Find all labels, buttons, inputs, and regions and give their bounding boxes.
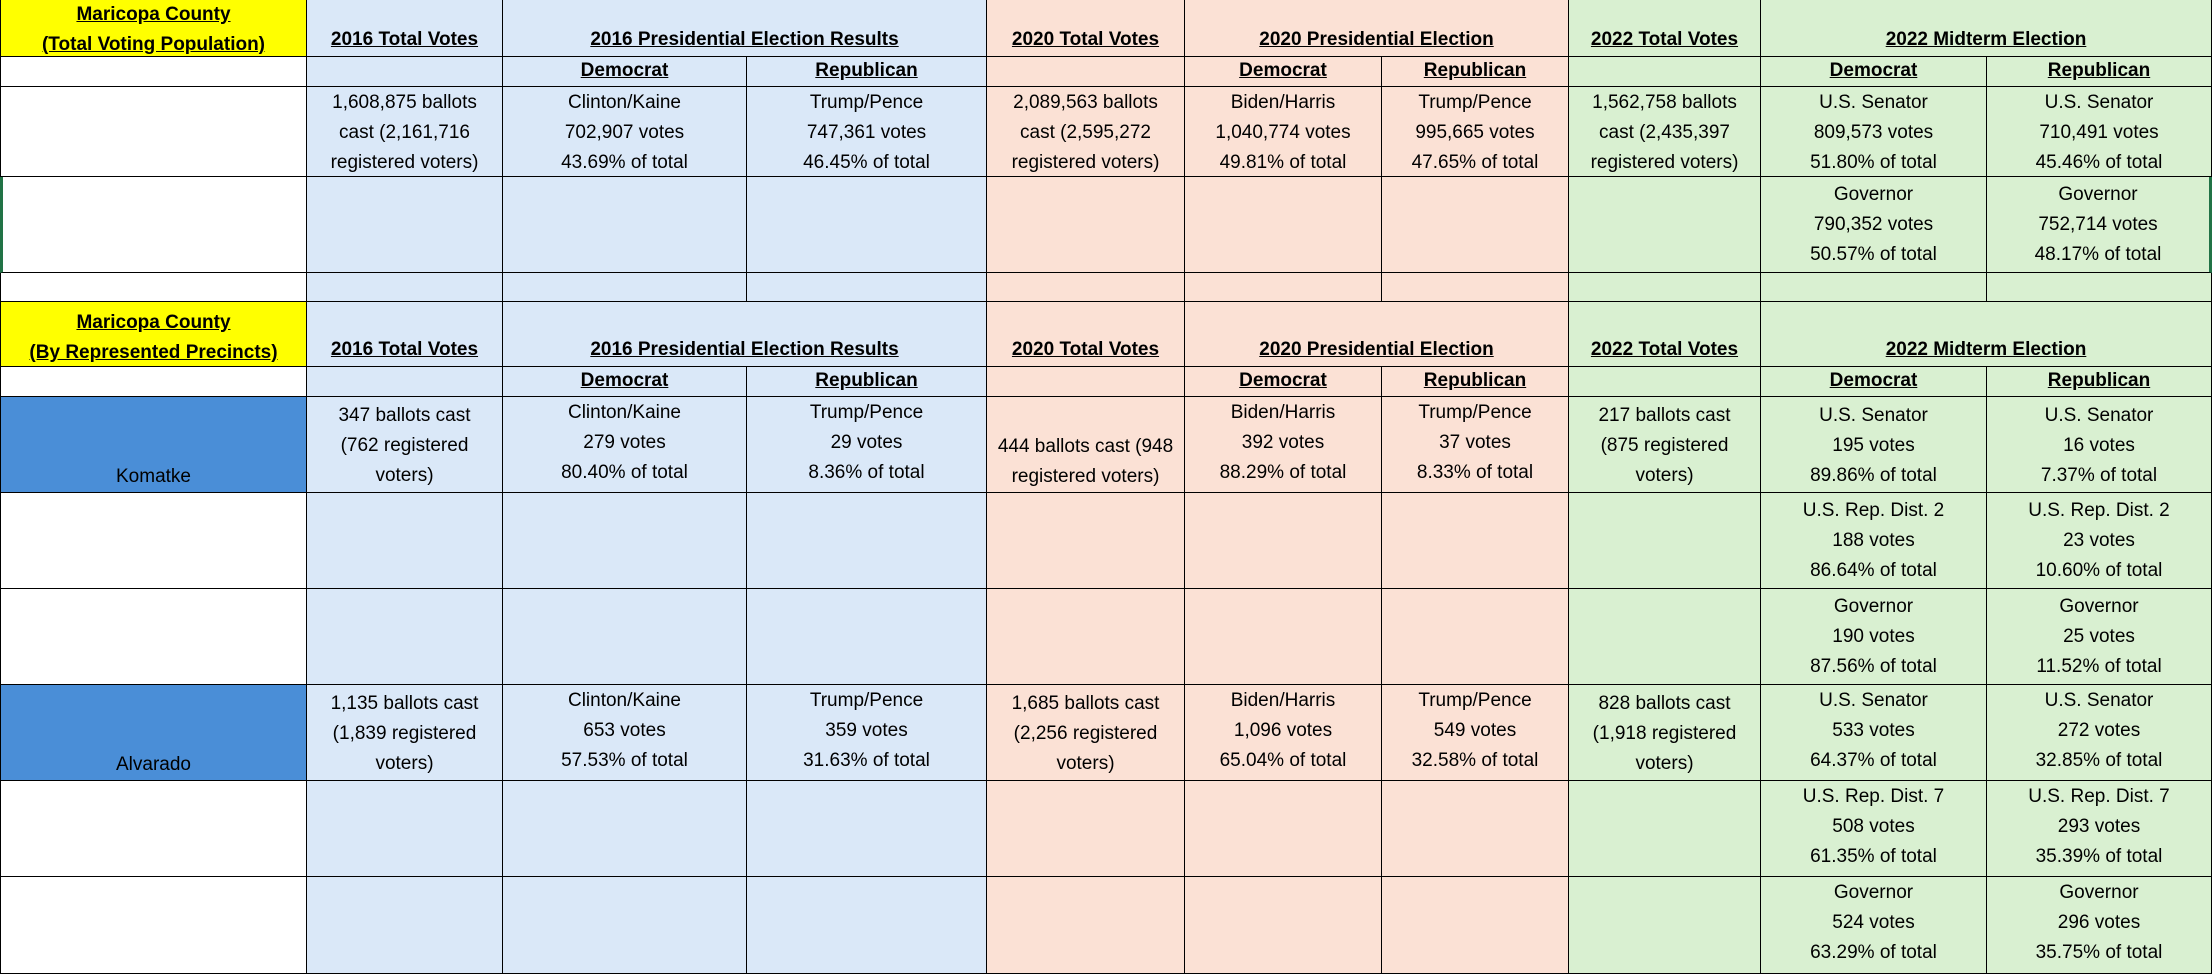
cell-line: voters) [375, 465, 434, 486]
republican-result-2016[interactable] [747, 87, 987, 177]
cell[interactable] [307, 367, 503, 397]
total-votes-2016[interactable] [307, 87, 503, 177]
cell-line: Biden/Harris [1230, 690, 1336, 711]
cell[interactable] [0, 367, 307, 397]
cell[interactable] [1761, 273, 1987, 302]
cell[interactable] [307, 877, 503, 974]
cell-line: 747,361 votes [806, 122, 927, 143]
cell[interactable] [747, 877, 987, 974]
cell-line: 1,562,758 ballots [1592, 92, 1737, 113]
subheader-label: Democrat [1829, 370, 1918, 391]
cell-line: 710,491 votes [2039, 122, 2159, 143]
republican-result-2020[interactable] [1382, 397, 1569, 493]
cell-line: (2,256 registered [1013, 723, 1158, 744]
cell-line: Trump/Pence [1418, 690, 1532, 711]
cell-line: registered voters) [1011, 466, 1160, 487]
cell[interactable] [1185, 589, 1382, 685]
cell-line: Governor [1833, 882, 1914, 903]
cell-line: Clinton/Kaine [567, 402, 682, 423]
cell-line: 86.64% of total [1810, 560, 1937, 581]
subheader-label: Republican [2047, 370, 2151, 391]
precinct-name-komatke[interactable] [0, 397, 307, 493]
total-votes-2022[interactable] [1569, 397, 1761, 493]
header-2016-results[interactable] [503, 0, 987, 57]
cell-line: (762 registered [340, 435, 469, 456]
subheader-label: Republican [1423, 60, 1527, 81]
cell[interactable] [1569, 877, 1761, 974]
header-2022-results[interactable] [1761, 0, 2212, 57]
republican-governor-2022[interactable] [1987, 177, 2212, 273]
cell[interactable] [987, 493, 1185, 589]
cell-line: 2,089,563 ballots [1013, 92, 1158, 113]
cell-line: 64.37% of total [1810, 750, 1937, 771]
cell-line: 61.35% of total [1810, 846, 1937, 867]
subheader-label: Democrat [1239, 60, 1327, 81]
cell[interactable] [503, 589, 747, 685]
cell-line: Governor [1833, 596, 1914, 617]
cell-line: 190 votes [1832, 626, 1915, 647]
subheader-democrat-2022[interactable] [1761, 367, 1987, 397]
cell-line: 347 ballots cast [338, 405, 471, 426]
cell-line: 32.85% of total [2035, 750, 2163, 771]
cell-line: voters) [375, 753, 434, 774]
precinct-label: Komatke [116, 466, 191, 487]
cell[interactable] [503, 877, 747, 974]
cell-line: voters) [1635, 465, 1694, 486]
cell[interactable] [0, 589, 307, 685]
cell-line: 217 ballots cast [1598, 405, 1731, 426]
section-title-precincts[interactable] [0, 302, 307, 367]
header-2022-total[interactable] [1569, 302, 1761, 367]
cell-line: Trump/Pence [809, 690, 924, 711]
cell[interactable] [307, 589, 503, 685]
cell-line: 11.52% of total [2036, 656, 2162, 677]
cell[interactable] [1987, 273, 2212, 302]
cell[interactable] [1382, 273, 1569, 302]
cell-line: 50.57% of total [1810, 244, 1937, 265]
cell-line: 29 votes [830, 432, 903, 453]
header-label: 2020 Presidential Election [1259, 339, 1494, 360]
cell-line: 188 votes [1832, 530, 1915, 551]
title-line: Maricopa County [76, 312, 231, 333]
cell-line: 1,685 ballots cast [1011, 693, 1160, 714]
subheader-label: Republican [815, 370, 918, 391]
cell-line: 47.65% of total [1411, 152, 1539, 173]
header-label: 2022 Total Votes [1590, 339, 1739, 360]
cell-line: 195 votes [1832, 435, 1915, 456]
cell[interactable] [503, 273, 747, 302]
cell-line: 16 votes [2063, 435, 2135, 456]
cell-line: Biden/Harris [1230, 92, 1336, 113]
cell[interactable] [747, 177, 987, 273]
cell-line: 48.17% of total [2034, 244, 2162, 265]
total-votes-2020[interactable] [987, 397, 1185, 493]
cell-line: (875 registered [1600, 435, 1729, 456]
cell-line: 43.69% of total [561, 152, 688, 173]
cell-line: 549 votes [1433, 720, 1517, 741]
democrat-result-2016[interactable] [503, 87, 747, 177]
cell-line: Trump/Pence [809, 402, 924, 423]
header-2022-results[interactable] [1761, 302, 2212, 367]
title-line: (Total Voting Population) [41, 34, 266, 55]
cell[interactable] [987, 273, 1185, 302]
republican-result-2022[interactable] [1987, 87, 2212, 177]
cell-line: 653 votes [583, 720, 666, 741]
cell-line: 444 ballots cast (948 [997, 436, 1174, 457]
cell-line: U.S. Rep. Dist. 7 [2028, 786, 2170, 807]
cell[interactable] [1569, 781, 1761, 877]
cell-line: Governor [2059, 882, 2139, 903]
cell-line: 49.81% of total [1219, 152, 1347, 173]
cell-line: Clinton/Kaine [567, 690, 682, 711]
cell-line: 272 votes [2057, 720, 2141, 741]
cell-line: 293 votes [2057, 816, 2141, 837]
cell[interactable] [1569, 589, 1761, 685]
republican-result-2016[interactable] [747, 397, 987, 493]
cell[interactable] [0, 57, 307, 87]
subheader-republican-2022[interactable] [1987, 367, 2212, 397]
total-votes-2022[interactable] [1569, 685, 1761, 781]
cell[interactable] [1185, 273, 1382, 302]
cell[interactable] [747, 589, 987, 685]
republican-result-2020[interactable] [1382, 87, 1569, 177]
cell[interactable] [0, 781, 307, 877]
cell[interactable] [987, 781, 1185, 877]
cell-line: U.S. Rep. Dist. 7 [1802, 786, 1945, 807]
democrat-senator-2022[interactable] [1761, 397, 1987, 493]
republican-senator-2022[interactable] [1987, 685, 2212, 781]
subheader-republican-2020[interactable] [1382, 367, 1569, 397]
cell[interactable] [1382, 177, 1569, 273]
cell-line: U.S. Senator [1819, 92, 1928, 113]
cell-line: U.S. Senator [2044, 92, 2154, 113]
header-label: 2022 Total Votes [1590, 29, 1739, 50]
cell-line: 51.80% of total [1810, 152, 1937, 173]
cell-line: (1,839 registered [332, 723, 477, 744]
democrat-rep-district-2022[interactable] [1761, 781, 1987, 877]
cell[interactable] [747, 781, 987, 877]
cell[interactable] [307, 273, 503, 302]
subheader-democrat-2016[interactable] [503, 57, 747, 87]
subheader-republican-2016[interactable] [747, 367, 987, 397]
cell-line: 63.29% of total [1810, 942, 1937, 963]
cell[interactable] [503, 493, 747, 589]
cell-line: 65.04% of total [1219, 750, 1347, 771]
cell-line: 87.56% of total [1810, 656, 1937, 677]
subheader-republican-2020[interactable] [1382, 57, 1569, 87]
cell-line: 8.33% of total [1416, 462, 1534, 483]
cell-line: Trump/Pence [809, 92, 924, 113]
cell-line: 25 votes [2063, 626, 2135, 647]
cell-line: Clinton/Kaine [567, 92, 682, 113]
cell-line: 8.36% of total [808, 462, 925, 483]
cell-line: U.S. Senator [2044, 405, 2154, 426]
cell[interactable] [307, 493, 503, 589]
cell[interactable] [987, 877, 1185, 974]
democrat-result-2020[interactable] [1185, 685, 1382, 781]
cell-line: voters) [1056, 753, 1115, 774]
title-line: Maricopa County [76, 4, 231, 25]
total-votes-2016[interactable] [307, 397, 503, 493]
header-label: 2020 Total Votes [1011, 339, 1160, 360]
cell-line: U.S. Rep. Dist. 2 [1802, 500, 1945, 521]
cell-line: 508 votes [1832, 816, 1915, 837]
header-2016-total[interactable] [307, 302, 503, 367]
democrat-governor-2022[interactable] [1761, 177, 1987, 273]
cell[interactable] [1569, 493, 1761, 589]
cell-line: 1,096 votes [1233, 720, 1333, 741]
cell-line: U.S. Rep. Dist. 2 [2028, 500, 2170, 521]
subheader-democrat-2020[interactable] [1185, 57, 1382, 87]
cell-line: 10.60% of total [2035, 560, 2163, 581]
cell-line: 37 votes [1439, 432, 1511, 453]
total-votes-2020[interactable] [987, 87, 1185, 177]
republican-rep-district-2022[interactable] [1987, 493, 2212, 589]
democrat-result-2020[interactable] [1185, 87, 1382, 177]
cell[interactable] [0, 177, 307, 273]
cell[interactable] [0, 87, 307, 177]
cell-line: U.S. Senator [1819, 690, 1928, 711]
cell-line: 88.29% of total [1219, 462, 1347, 483]
cell[interactable] [503, 781, 747, 877]
subheader-label: Republican [2047, 60, 2151, 81]
cell-line: 32.58% of total [1411, 750, 1539, 771]
cell-line: Governor [1833, 184, 1914, 205]
title-line: (By Represented Precincts) [29, 342, 278, 363]
cell-line: 35.39% of total [2035, 846, 2163, 867]
cell[interactable] [1569, 367, 1761, 397]
cell-line: Governor [2059, 596, 2139, 617]
subheader-label: Democrat [580, 370, 669, 391]
cell-line: cast (2,435,397 [1599, 122, 1730, 143]
republican-result-2016[interactable] [747, 685, 987, 781]
cell-line: 1,608,875 ballots [332, 92, 477, 113]
header-2016-results[interactable] [503, 302, 987, 367]
cell[interactable] [503, 177, 747, 273]
cell[interactable] [307, 781, 503, 877]
cell[interactable] [1185, 877, 1382, 974]
subheader-republican-2016[interactable] [747, 57, 987, 87]
subheader-label: Democrat [1829, 60, 1918, 81]
header-label: 2022 Midterm Election [1885, 29, 2087, 50]
cell-line: Governor [2058, 184, 2138, 205]
democrat-result-2020[interactable] [1185, 397, 1382, 493]
header-2020-total[interactable] [987, 302, 1185, 367]
cell-line: U.S. Senator [1819, 405, 1928, 426]
cell-line: 1,040,774 votes [1215, 122, 1351, 143]
total-votes-2020[interactable] [987, 685, 1185, 781]
precinct-name-alvarado[interactable] [0, 685, 307, 781]
subheader-democrat-2016[interactable] [503, 367, 747, 397]
cell-line: Biden/Harris [1230, 402, 1336, 423]
cell-line: registered voters) [1011, 152, 1160, 173]
cell[interactable] [307, 177, 503, 273]
cell-line: 702,907 votes [564, 122, 685, 143]
cell-line: 752,714 votes [2038, 214, 2158, 235]
cell[interactable] [1382, 877, 1569, 974]
cell-line: 790,352 votes [1813, 214, 1934, 235]
cell-line: Trump/Pence [1418, 402, 1532, 423]
cell-line: 46.45% of total [803, 152, 930, 173]
cell-line: 23 votes [2063, 530, 2135, 551]
cell-line: cast (2,595,272 [1020, 122, 1151, 143]
democrat-rep-district-2022[interactable] [1761, 493, 1987, 589]
cell[interactable] [1382, 493, 1569, 589]
precinct-label: Alvarado [116, 754, 191, 775]
subheader-republican-2022[interactable] [1987, 57, 2212, 87]
header-2020-results[interactable] [1185, 0, 1569, 57]
cell[interactable] [987, 589, 1185, 685]
header-2016-total[interactable] [307, 0, 503, 57]
cell-line: 524 votes [1832, 912, 1915, 933]
total-votes-2022[interactable] [1569, 87, 1761, 177]
subheader-label: Democrat [1239, 370, 1327, 391]
cell-line: 359 votes [825, 720, 908, 741]
cell[interactable] [0, 493, 307, 589]
democrat-result-2016[interactable] [503, 397, 747, 493]
cell-line: 1,135 ballots cast [330, 693, 479, 714]
republican-governor-2022[interactable] [1987, 877, 2212, 974]
cell-line: voters) [1635, 753, 1694, 774]
total-votes-2016[interactable] [307, 685, 503, 781]
republican-governor-2022[interactable] [1987, 589, 2212, 685]
cell[interactable] [1569, 273, 1761, 302]
cell[interactable] [987, 57, 1185, 87]
cell-line: U.S. Senator [2044, 690, 2154, 711]
cell-line: 392 votes [1241, 432, 1325, 453]
header-2022-total[interactable] [1569, 0, 1761, 57]
subheader-label: Republican [1423, 370, 1527, 391]
cell[interactable] [1185, 781, 1382, 877]
cell-line: 89.86% of total [1810, 465, 1937, 486]
header-2020-total[interactable] [987, 0, 1185, 57]
cell-line: 296 votes [2057, 912, 2141, 933]
cell-line: cast (2,161,716 [339, 122, 470, 143]
democrat-senator-2022[interactable] [1761, 685, 1987, 781]
cell-line: Trump/Pence [1418, 92, 1532, 113]
democrat-result-2016[interactable] [503, 685, 747, 781]
cell-line: 7.37% of total [2040, 465, 2158, 486]
democrat-result-2022[interactable] [1761, 87, 1987, 177]
cell[interactable] [1382, 781, 1569, 877]
header-label: 2016 Total Votes [330, 339, 479, 360]
cell-line: 57.53% of total [561, 750, 688, 771]
section-title-total[interactable] [0, 0, 307, 57]
cell-line: 828 ballots cast [1598, 693, 1731, 714]
subheader-democrat-2020[interactable] [1185, 367, 1382, 397]
cell-line: 31.63% of total [803, 750, 930, 771]
header-label: 2020 Presidential Election [1259, 29, 1494, 50]
cell-line: 533 votes [1832, 720, 1915, 741]
cell[interactable] [1382, 589, 1569, 685]
header-label: 2016 Presidential Election Results [590, 29, 899, 50]
subheader-democrat-2022[interactable] [1761, 57, 1987, 87]
header-label: 2016 Presidential Election Results [590, 339, 899, 360]
cell[interactable] [747, 493, 987, 589]
header-label: 2022 Midterm Election [1885, 339, 2087, 360]
democrat-governor-2022[interactable] [1761, 877, 1987, 974]
header-2020-results[interactable] [1185, 302, 1569, 367]
cell[interactable] [1185, 493, 1382, 589]
cell[interactable] [1185, 177, 1382, 273]
republican-rep-district-2022[interactable] [1987, 781, 2212, 877]
democrat-governor-2022[interactable] [1761, 589, 1987, 685]
cell[interactable] [987, 367, 1185, 397]
republican-result-2020[interactable] [1382, 685, 1569, 781]
subheader-label: Republican [815, 60, 918, 81]
cell-line: 279 votes [583, 432, 666, 453]
cell-line: 995,665 votes [1415, 122, 1535, 143]
cell-line: 45.46% of total [2035, 152, 2163, 173]
cell-line: registered voters) [330, 152, 479, 173]
cell[interactable] [1569, 177, 1761, 273]
cell-line: 80.40% of total [561, 462, 688, 483]
cell[interactable] [307, 57, 503, 87]
republican-senator-2022[interactable] [1987, 397, 2212, 493]
subheader-label: Democrat [580, 60, 669, 81]
header-label: 2020 Total Votes [1011, 29, 1160, 50]
header-label: 2016 Total Votes [330, 29, 479, 50]
cell-line: registered voters) [1590, 152, 1739, 173]
cell-line: 35.75% of total [2035, 942, 2163, 963]
cell[interactable] [0, 877, 307, 974]
cell[interactable] [0, 273, 307, 302]
cell[interactable] [987, 177, 1185, 273]
cell[interactable] [1569, 57, 1761, 87]
cell-line: (1,918 registered [1592, 723, 1737, 744]
cell[interactable] [747, 273, 987, 302]
cell-line: 809,573 votes [1813, 122, 1934, 143]
